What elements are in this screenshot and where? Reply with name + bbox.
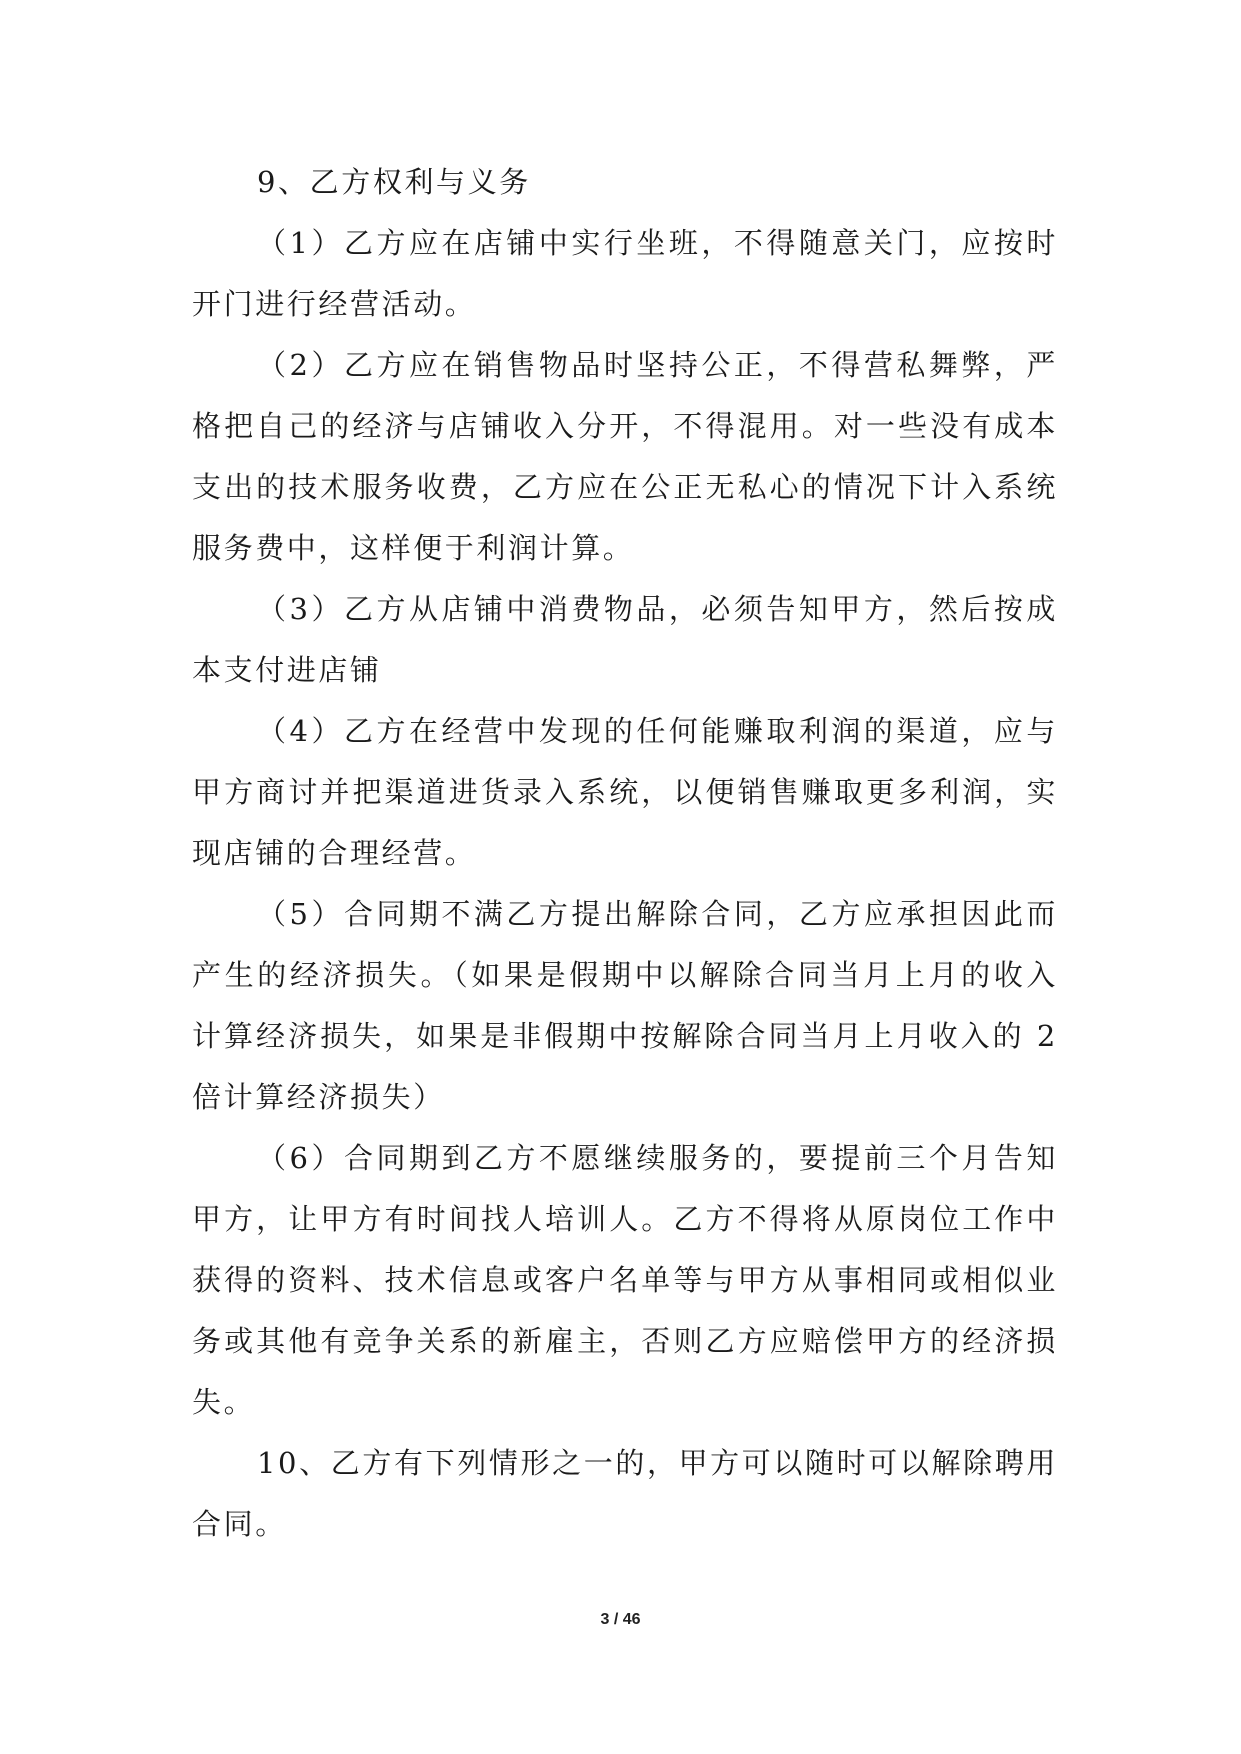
document-body	[192, 152, 1058, 1555]
paragraph-clause-4: （4）乙方在经营中发现的任何能赚取利润的渠道，应与甲方商讨并把渠道进货录入系统，以便销售赚取更多利润，实现店铺的合理经营。	[192, 714, 1058, 870]
page-number: 3 / 46	[600, 1611, 641, 1628]
paragraph-clause-1: （1）乙方应在店铺中实行坐班，不得随意关门，应按时开门进行经营活动。	[192, 226, 1058, 321]
paragraph-clause-6: （6）合同期到乙方不愿继续服务的，要提前三个月告知甲方，让甲方有时间找人培训人。乙方不得将从原岗位工作中获得的资料、技术信息或客户名单等与甲方从事相同或相似业务或其他有竞争关系的新雇主，否则乙方应赔偿甲方的经济损失。	[192, 1141, 1058, 1419]
paragraph-clause-3: （3）乙方从店铺中消费物品，必须告知甲方，然后按成本支付进店铺	[192, 592, 1058, 687]
paragraph-clause-5: （5）合同期不满乙方提出解除合同，乙方应承担因此而产生的经济损失。（如果是假期中以解除合同当月上月的收入计算经济损失，如果是非假期中按解除合同当月上月收入的 2 倍计算经济损失）	[192, 897, 1058, 1114]
paragraph-clause-2: （2）乙方应在销售物品时坚持公正，不得营私舞弊，严格把自己的经济与店铺收入分开，不得混用。对一些没有成本支出的技术服务收费，乙方应在公正无私心的情况下计入系统服务费中，这样便于利润计算。	[192, 348, 1058, 565]
paragraph-section-9-heading: 9、乙方权利与义务	[257, 165, 531, 199]
paragraph-section-10: 10、乙方有下列情形之一的，甲方可以随时可以解除聘用合同。	[192, 1446, 1058, 1541]
